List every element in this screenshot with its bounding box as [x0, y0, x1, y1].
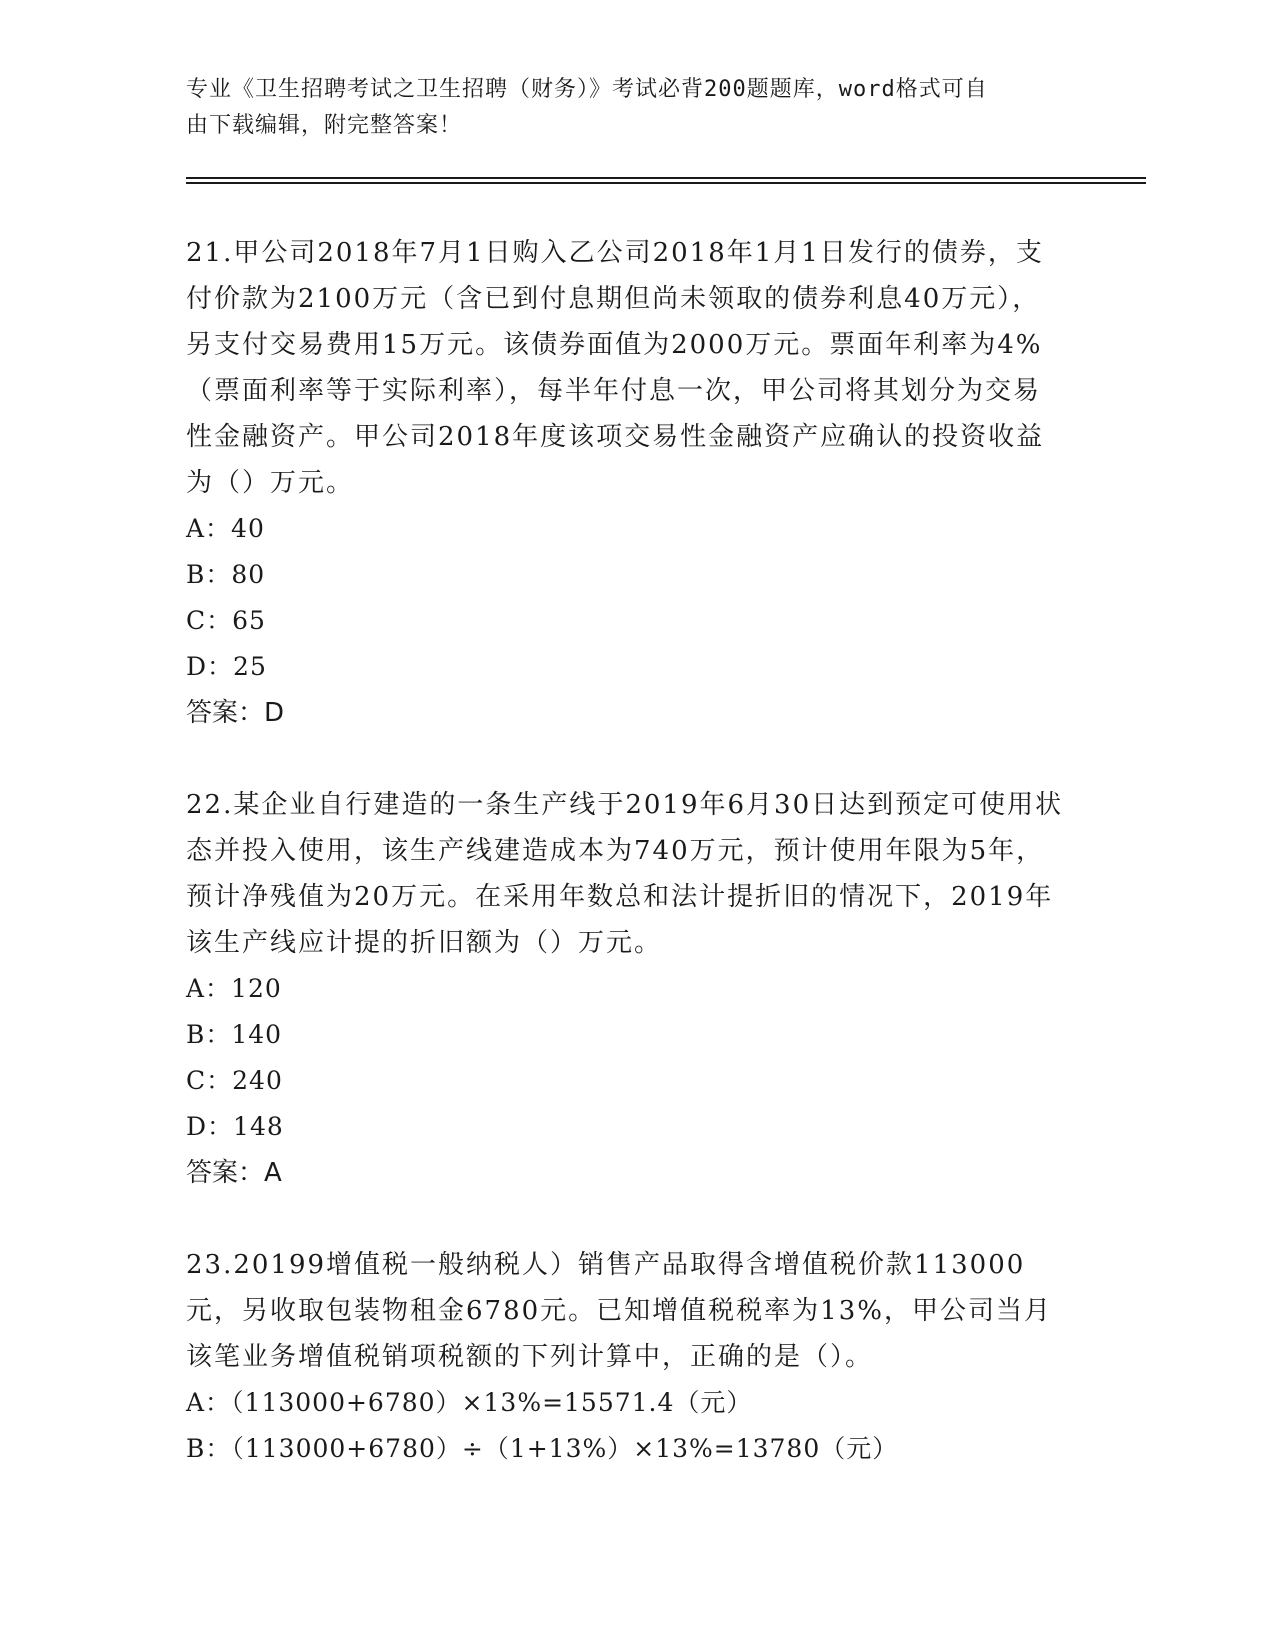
header-divider-top: [186, 177, 1146, 179]
question-23: [186, 1242, 1066, 1472]
question-stem: 21.甲公司2018年7月1日购入乙公司2018年1月1日发行的债券，支付价款为2100万元（含已到付息期但尚未领取的债券利息40万元），另支付交易费用15万元。该债券面值为2000万元。票面年利率为4%（票面利率等于实际利率），每半年付息一次，甲公司将其划分为交易性金融资产。甲公司2018年度该项交易性金融资产应确认的投资收益为（）万元。: [186, 238, 1045, 498]
option-a: A：120: [186, 974, 282, 1003]
document-header: [186, 72, 1066, 144]
question-21: [186, 230, 1066, 736]
header-line-1: 专业《卫生招聘考试之卫生招聘（财务）》考试必背200题题库，word格式可自: [186, 77, 988, 102]
question-list: [186, 230, 1066, 1518]
option-d: D：25: [186, 652, 267, 681]
option-b: B：80: [186, 560, 266, 589]
option-b: B：140: [186, 1020, 283, 1049]
question-stem: 23.20199增值税一般纳税人）销售产品取得含增值税价款113000元，另收取包装物租金6780元。已知增值税税率为13%，甲公司当月该笔业务增值税销项税额的下列计算中，正确的是（）。: [186, 1250, 1052, 1372]
header-divider-bottom: [186, 182, 1146, 184]
option-a: A：（113000+6780）×13%=15571.4（元）: [186, 1388, 753, 1417]
option-c: C：240: [186, 1066, 283, 1095]
header-line-2: 由下载编辑，附完整答案！: [186, 113, 463, 138]
option-c: C：65: [186, 606, 266, 635]
option-d: D：148: [186, 1112, 284, 1141]
question-22: [186, 782, 1066, 1196]
question-stem: 22.某企业自行建造的一条生产线于2019年6月30日达到预定可使用状态并投入使用，该生产线建造成本为740万元，预计使用年限为5年，预计净残值为20万元。在采用年数总和法计提折旧的情况下，2019年该生产线应计提的折旧额为（）万元。: [186, 790, 1064, 958]
option-a: A：40: [186, 514, 265, 543]
option-b: B：（113000+6780）÷（1+13%）×13%=13780（元）: [186, 1434, 899, 1463]
answer-label: 答案：D: [186, 698, 285, 728]
answer-label: 答案：A: [186, 1158, 282, 1188]
